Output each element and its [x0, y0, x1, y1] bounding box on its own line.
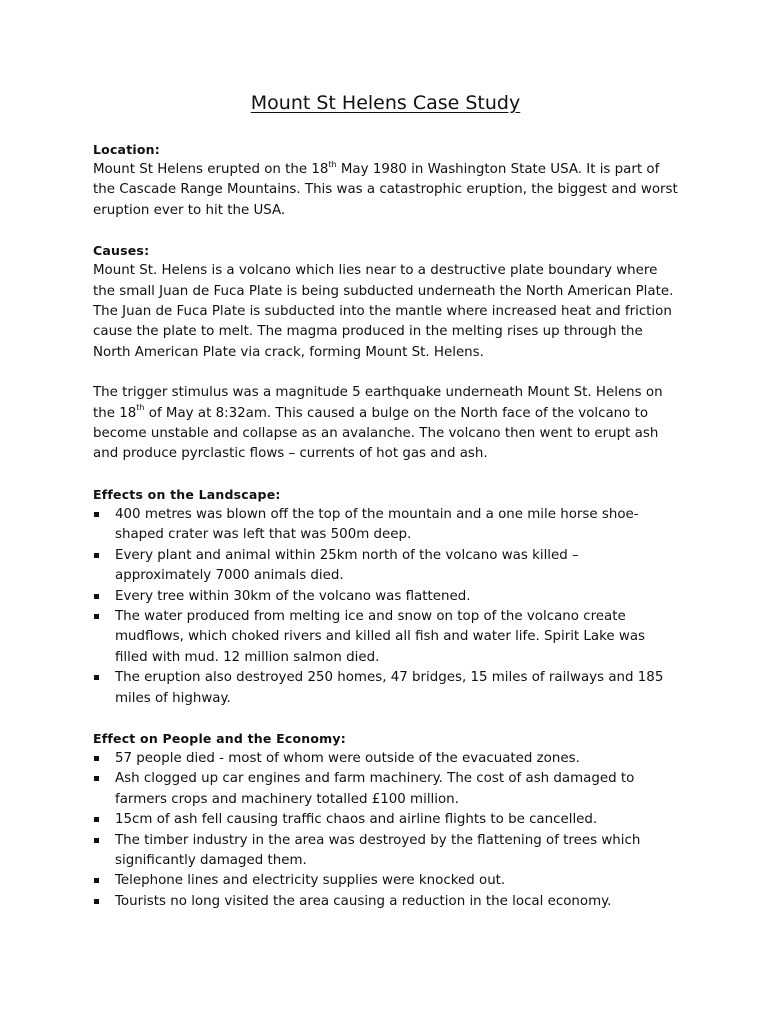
list-item [93, 505, 678, 546]
list-item [93, 871, 678, 891]
bullet-icon [94, 838, 99, 843]
bullet-icon [94, 512, 99, 517]
list-item-text: 15cm of ash fell causing traffic chaos and airline flights to be cancelled. [115, 812, 598, 828]
spacer [93, 465, 678, 485]
trigger-text-end: of May at 8:32am. This caused a bulge on the North face of the volcano to become unstable and collapse as an avalanche. The volcano then went to erupt ash and produce pyrclastic flows – currents of hot gas and ash. [93, 405, 659, 462]
list-item-text: Every plant and animal within 25km north of the volcano was killed – approximately 7000 animals died. [115, 547, 579, 584]
list-item [93, 749, 678, 769]
bullet-icon [94, 594, 99, 599]
people-economy-heading: Effect on People and the Economy: [93, 730, 346, 746]
bullet-icon [94, 675, 99, 680]
causes-paragraph-2 [93, 383, 678, 465]
bullet-icon [94, 776, 99, 781]
list-item-text: Every tree within 30km of the volcano was flattened. [115, 588, 471, 604]
list-item-text: The timber industry in the area was destroyed by the flattening of trees which significantly damaged them. [115, 832, 641, 868]
spacer [93, 709, 678, 729]
list-item-text: 57 people died - most of whom were outside of the evacuated zones. [115, 750, 580, 766]
list-item [93, 607, 678, 668]
people-economy-list [93, 749, 678, 912]
causes-paragraph-1: Mount St. Helens is a volcano which lies near to a destructive plate boundary where the small Juan de Fuca Plate is being subducted underneath the North American Plate. The Juan de Fuca Plate is subducted into the mantle where increased heat and friction cause the plate to melt. The magma produced in the melting rises up through the North American Plate via crack, forming Mount St. Helens. [93, 263, 674, 360]
landscape-heading: Effects on the Landscape: [93, 486, 281, 502]
document-page [93, 88, 678, 912]
location-heading: Location: [93, 142, 160, 157]
bullet-icon [94, 553, 99, 558]
list-item-text: 400 metres was blown off the top of the mountain and a one mile horse shoe-shaped crater was left that was 500m deep. [115, 506, 639, 543]
causes-heading: Causes: [93, 243, 150, 259]
list-item [93, 587, 678, 607]
list-item [93, 769, 678, 810]
location-paragraph [93, 160, 678, 221]
bullet-icon [94, 899, 99, 904]
trigger-text-start: The trigger stimulus was a magnitude 5 earthquake underneath Mount St. Helens on the 18 [93, 385, 663, 421]
list-item-text: The water produced from melting ice and snow on top of the volcano create mudflows, which choked rivers and killed all fish and water life. Spirit Lake was filled with mud. 12 million salmon died. [115, 608, 646, 665]
bullet-icon [94, 614, 99, 619]
bullet-icon [94, 817, 99, 822]
page-title: Mount St Helens Case Study [250, 92, 521, 114]
trigger-date-suffix: th [136, 403, 145, 413]
list-item [93, 810, 678, 830]
list-item [93, 668, 678, 709]
list-item [93, 546, 678, 587]
list-item-text: Telephone lines and electricity supplies were knocked out. [115, 873, 506, 889]
list-item [93, 831, 678, 872]
spacer [93, 363, 678, 383]
location-date-suffix: th [328, 159, 337, 169]
list-item-text: Tourists no long visited the area causing a reduction in the local economy. [115, 893, 612, 909]
bullet-icon [94, 756, 99, 761]
list-item-text: Ash clogged up car engines and farm machinery. The cost of ash damaged to farmers crops and machinery totalled £100 million. [115, 771, 635, 807]
bullet-icon [94, 878, 99, 883]
landscape-list [93, 505, 678, 709]
list-item-text: The eruption also destroyed 250 homes, 47 bridges, 15 miles of railways and 185 miles of highway. [115, 670, 664, 706]
location-text-end: May 1980 in Washington State USA. It is part of the Cascade Range Mountains. This was a catastrophic eruption, the biggest and worst eruption ever to hit the USA. [93, 162, 678, 218]
list-item [93, 892, 678, 912]
location-text-start: Mount St Helens erupted on the 18 [93, 162, 329, 177]
spacer [93, 221, 678, 241]
